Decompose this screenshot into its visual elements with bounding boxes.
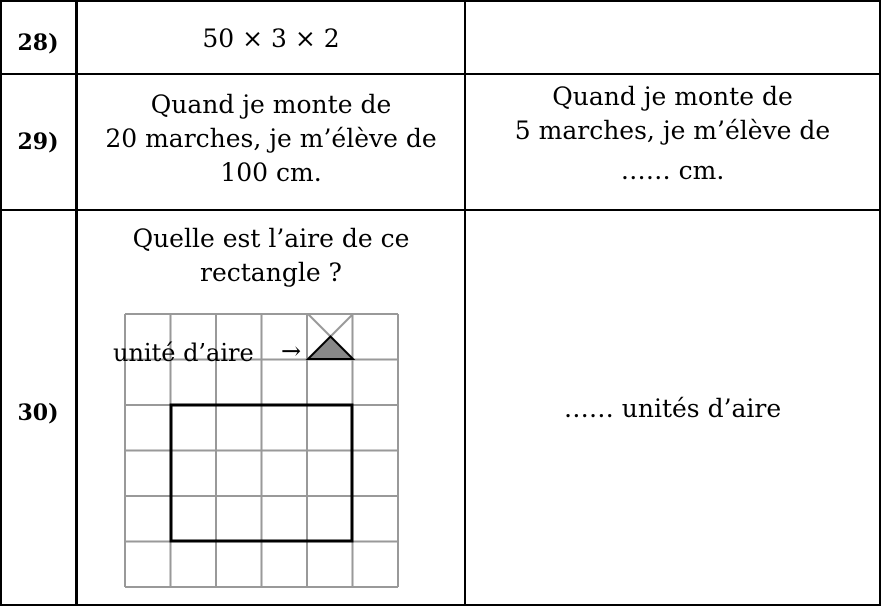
question-number-30: 30)	[17, 400, 59, 426]
question-29-line-1: Quand je monte de	[150, 90, 392, 119]
question-28-line-1: 50 × 3 × 2	[202, 24, 340, 53]
answer-30-line-1: …… unités d’aire	[563, 394, 782, 423]
question-number-28: 28)	[17, 30, 59, 56]
question-29-line-2: 20 marches, je m’élève de	[105, 124, 437, 153]
question-29-line-3: 100 cm.	[220, 158, 322, 187]
unit-area-label: unité d’aire	[113, 339, 254, 367]
unit-area-arrow: →	[281, 337, 302, 365]
answer-29-line-2: 5 marches, je m’élève de	[514, 116, 831, 145]
question-30-line-2: rectangle ?	[200, 258, 342, 287]
question-number-29: 29)	[17, 129, 59, 155]
answer-29-line-1: Quand je monte de	[552, 82, 793, 111]
answer-29-line-3: …… cm.	[620, 156, 725, 185]
unit-area-triangle	[308, 337, 353, 360]
question-30-line-1: Quelle est l’aire de ce	[132, 224, 410, 253]
